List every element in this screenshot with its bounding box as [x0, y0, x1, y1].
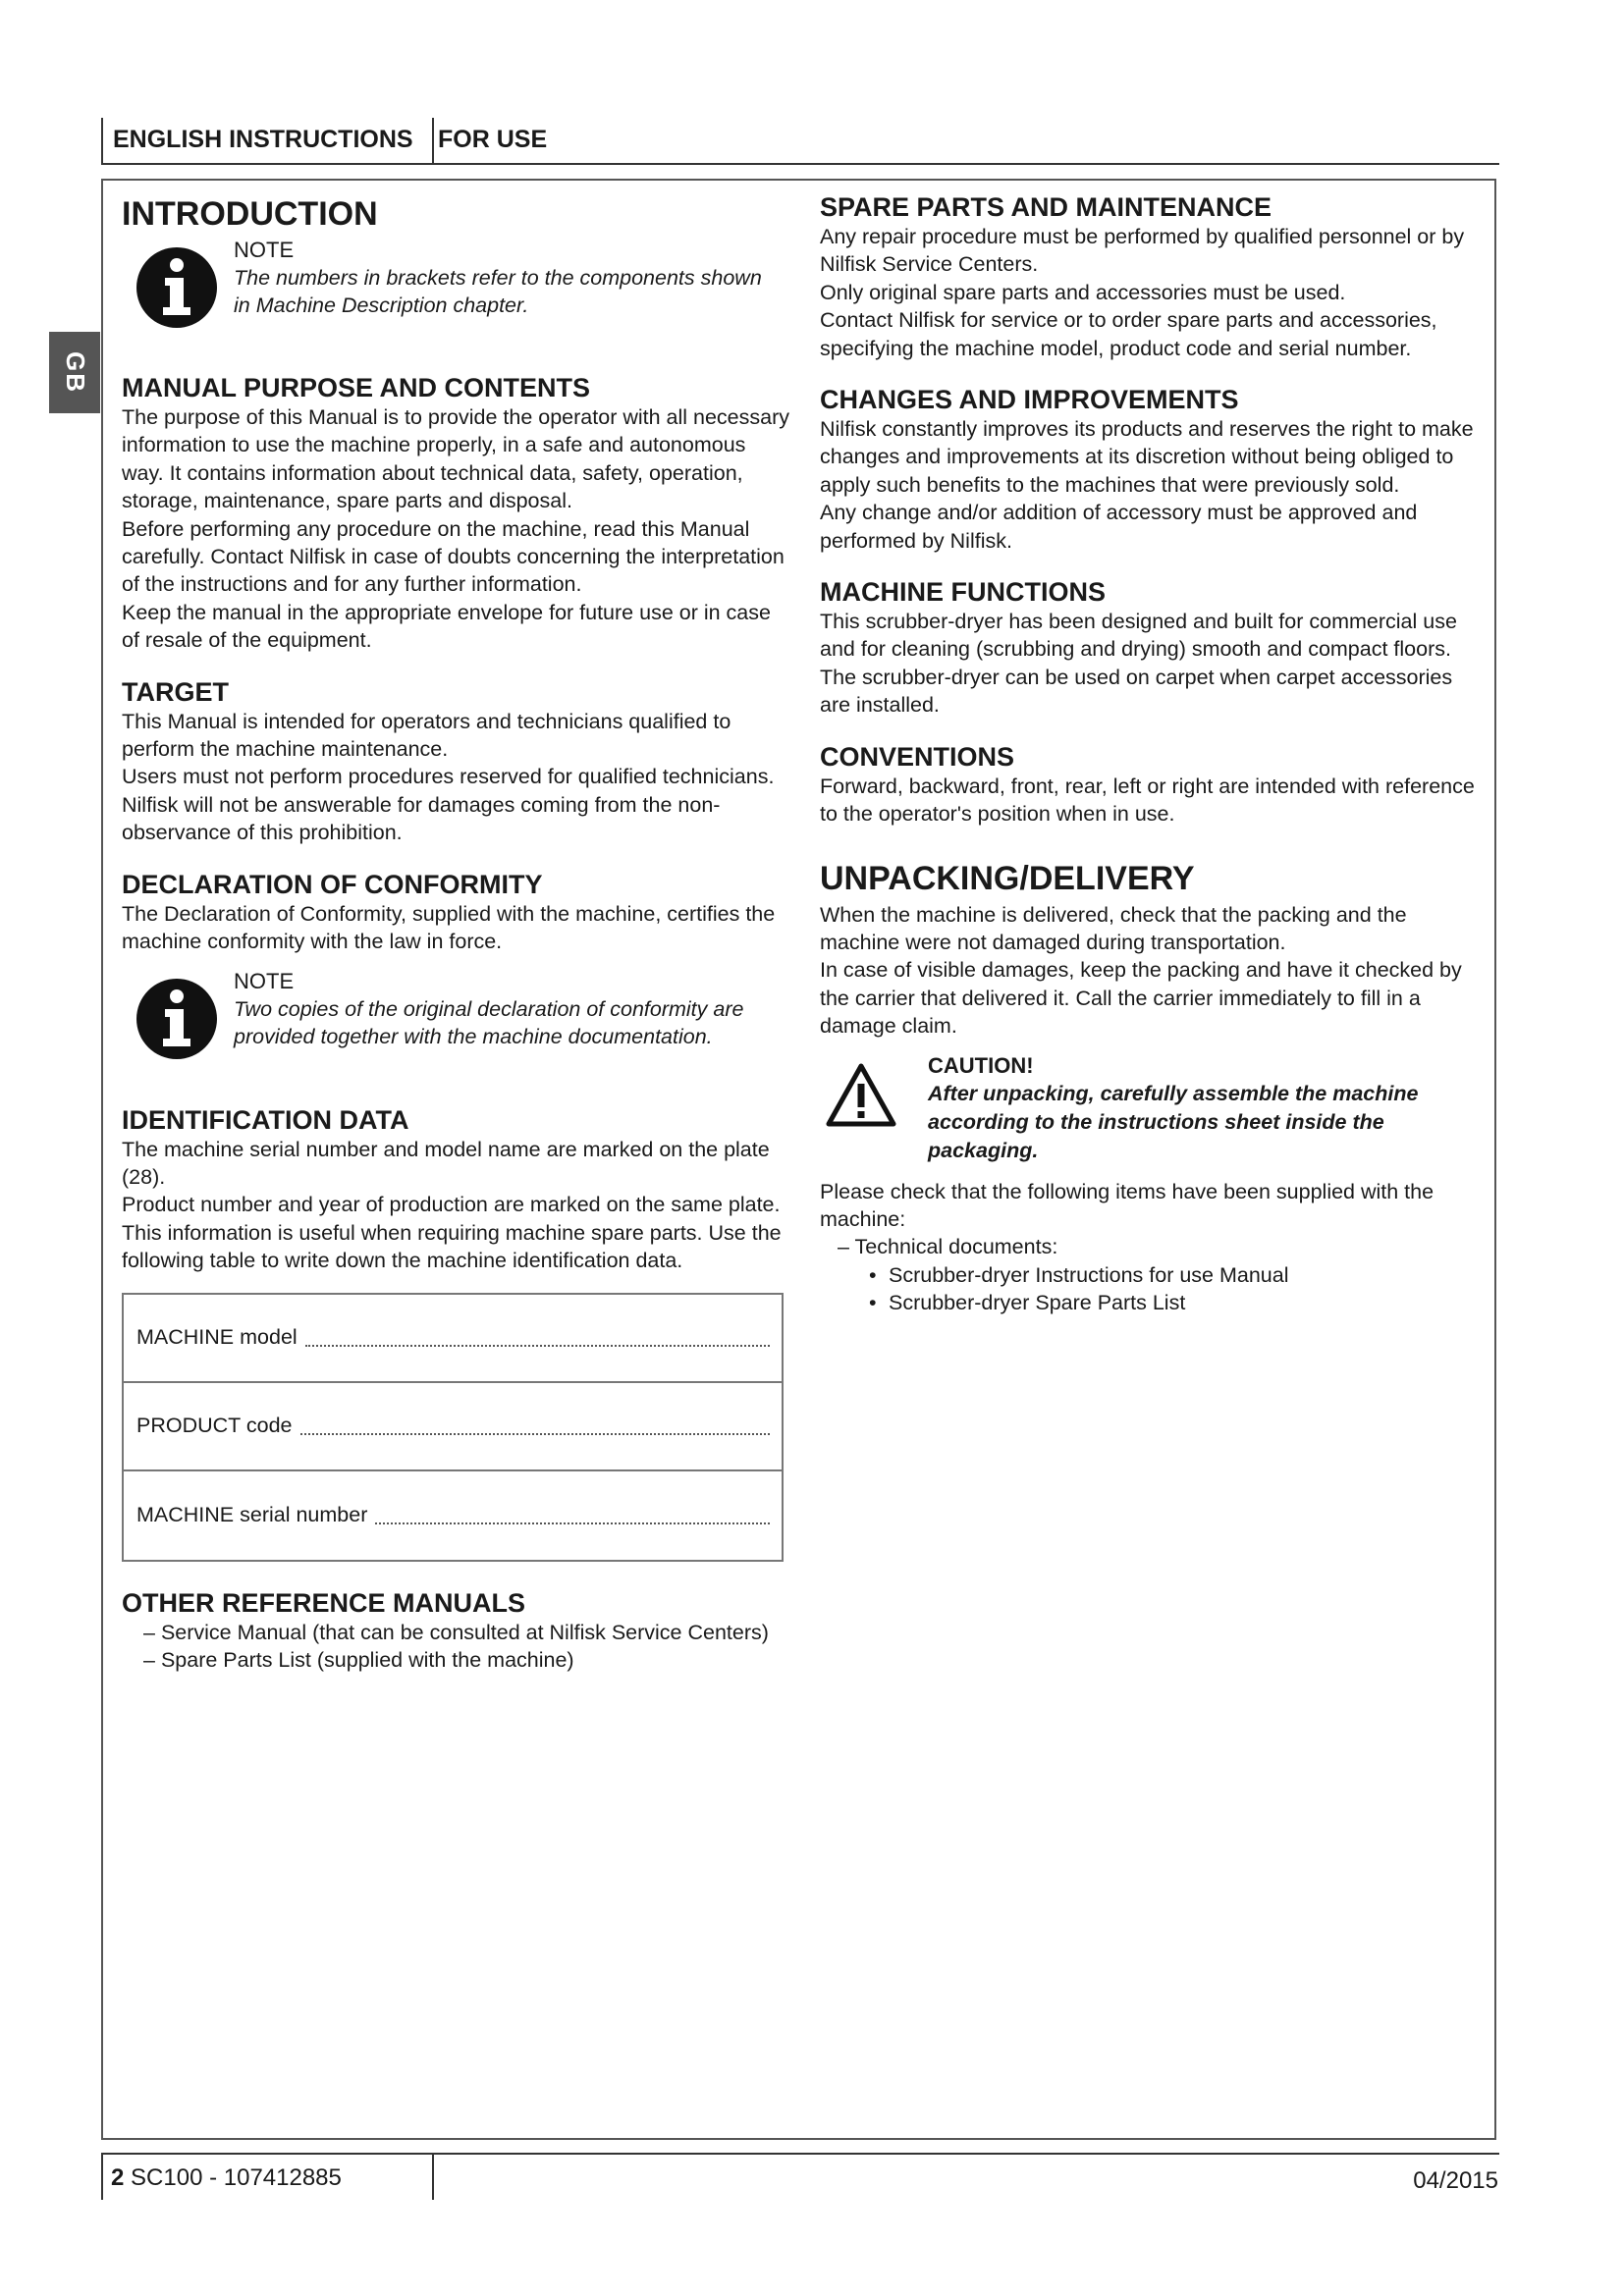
identification-table — [122, 1293, 784, 1562]
note-text: Two copies of the original declaration of conformity are provided together with the machine documentation. — [234, 996, 744, 1048]
changes-p1: Nilfisk constantly improves its products and reserves the right to make changes and improvements at its discretion without being obliged to apply such benefits to the machines that were previously sold. — [820, 417, 1474, 497]
caution-label: CAUTION! — [928, 1052, 1034, 1078]
footer-page-info — [111, 2164, 342, 2192]
target-p1: This Manual is intended for operators and technicians qualified to perform the machine maintenance. — [122, 709, 731, 762]
caution-text: After unpacking, carefully assemble the machine according to the instructions sheet inside the packaging. — [928, 1081, 1419, 1162]
document-code: SC100 - 107412885 — [131, 2164, 342, 2191]
identification-p2: Product number and year of production are marked on the same plate. — [122, 1193, 781, 1217]
declaration-heading: DECLARATION OF CONFORMITY — [122, 869, 543, 899]
info-icon — [135, 978, 218, 1060]
introduction-heading: INTRODUCTION — [122, 195, 378, 233]
list-item: – Service Manual (that can be consulted at Nilfisk Service Centers) — [143, 1619, 791, 1646]
id-row-label: PRODUCT code — [136, 1414, 293, 1438]
dotted-fill-line — [305, 1339, 770, 1347]
unpacking-p2: In case of visible damages, keep the packing and have it checked by the carrier that delivered it. Call the carrier immediately to fill in a damage claim. — [820, 958, 1462, 1039]
manual-purpose-p1: The purpose of this Manual is to provide the operator with all necessary information to use the machine properly, in a safe and autonomous way. It contains information about technical data, safety, operation, storage, maintenance, spare parts and disposal. — [122, 405, 790, 513]
target-heading: TARGET — [122, 676, 229, 707]
spare-parts-p3: Contact Nilfisk for service or to order spare parts and accessories, specifying the machine model, product code and serial number. — [820, 308, 1437, 360]
info-icon — [135, 246, 218, 329]
functions-p1: This scrubber-dryer has been designed and built for commercial use and for cleaning (scrubbing and drying) smooth and compact floors. — [820, 610, 1457, 662]
footer-rule — [101, 2153, 1499, 2155]
header-divider-mid — [432, 118, 434, 163]
note-label: NOTE — [234, 968, 295, 993]
page-number: 2 — [111, 2164, 125, 2191]
language-tab-label: GB — [60, 351, 90, 394]
list-item: – Technical documents: — [838, 1233, 1486, 1260]
unpacking-heading: UNPACKING/DELIVERY — [820, 859, 1195, 897]
other-manuals-heading: OTHER REFERENCE MANUALS — [122, 1587, 526, 1618]
unpacking-p1: When the machine is delivered, check that the packing and the machine were not damaged during transportation. — [820, 902, 1407, 954]
manual-purpose-p3: Keep the manual in the appropriate envelope for future use or in case of resale of the equipment. — [122, 600, 771, 653]
supplied-p1: Please check that the following items have been supplied with the machine: — [820, 1179, 1435, 1231]
header-rule — [101, 163, 1499, 165]
footer-divider-left — [101, 2155, 103, 2200]
language-tab — [49, 332, 100, 413]
header-title-right: FOR USE — [438, 126, 548, 153]
other-manuals-list — [122, 1619, 791, 1675]
target-p2: Users must not perform procedures reserved for qualified technicians. Nilfisk will not be answerable for damages coming from the non-observance of this prohibition. — [122, 765, 775, 845]
id-row-serial — [124, 1471, 782, 1560]
dotted-fill-line — [375, 1517, 770, 1524]
id-row-model — [124, 1295, 782, 1383]
warning-triangle-icon — [826, 1062, 896, 1127]
identification-p1: The machine serial number and model name are marked on the plate (28). — [122, 1137, 770, 1189]
note-box-2 — [122, 968, 791, 1081]
list-item: – Spare Parts List (supplied with the machine) — [143, 1646, 791, 1674]
manual-purpose-p2: Before performing any procedure on the machine, read this Manual carefully. Contact Nilfisk in case of doubts concerning the interpretation of the instructions and for any further information. — [122, 516, 785, 597]
changes-p2: Any change and/or addition of accessory must be approved and performed by Nilfisk. — [820, 501, 1418, 553]
spare-parts-p2: Only original spare parts and accessories must be used. — [820, 280, 1346, 304]
left-column — [122, 191, 791, 1674]
list-item: • Scrubber-dryer Instructions for use Manual — [869, 1261, 1486, 1289]
footer-date: 04/2015 — [1413, 2167, 1498, 2194]
supplied-list — [820, 1233, 1486, 1260]
spare-parts-heading: SPARE PARTS AND MAINTENANCE — [820, 192, 1272, 222]
note-label: NOTE — [234, 238, 295, 262]
id-row-label: MACHINE serial number — [136, 1503, 368, 1527]
conventions-heading: CONVENTIONS — [820, 741, 1015, 772]
conventions-p1: Forward, backward, front, rear, left or right are intended with reference to the operator's position when in use. — [820, 774, 1475, 827]
note-box-1 — [122, 237, 791, 327]
identification-p3: This information is useful when requiring machine spare parts. Use the following table to write down the machine identification data. — [122, 1220, 782, 1273]
dotted-fill-line — [300, 1427, 770, 1435]
id-row-product — [124, 1383, 782, 1471]
identification-heading: IDENTIFICATION DATA — [122, 1104, 409, 1135]
note-text: The numbers in brackets refer to the components shown in Machine Description chapter. — [234, 266, 762, 318]
functions-p2: The scrubber-dryer can be used on carpet when carpet accessories are installed. — [820, 665, 1453, 718]
declaration-p1: The Declaration of Conformity, supplied with the machine, certifies the machine conformity with the law in force. — [122, 901, 776, 954]
spare-parts-p1: Any repair procedure must be performed by qualified personnel or by Nilfisk Service Centers. — [820, 225, 1465, 277]
caution-box — [820, 1052, 1486, 1170]
functions-heading: MACHINE FUNCTIONS — [820, 577, 1106, 608]
supplied-documents-list — [820, 1261, 1486, 1317]
list-item: • Scrubber-dryer Spare Parts List — [869, 1289, 1486, 1316]
id-row-label: MACHINE model — [136, 1325, 298, 1350]
manual-purpose-heading: MANUAL PURPOSE AND CONTENTS — [122, 373, 591, 402]
header-divider-left — [101, 118, 103, 163]
right-column — [820, 191, 1486, 1317]
header-title-left: ENGLISH INSTRUCTIONS — [113, 126, 413, 153]
changes-heading: CHANGES AND IMPROVEMENTS — [820, 385, 1239, 415]
footer-divider-mid — [432, 2155, 434, 2200]
